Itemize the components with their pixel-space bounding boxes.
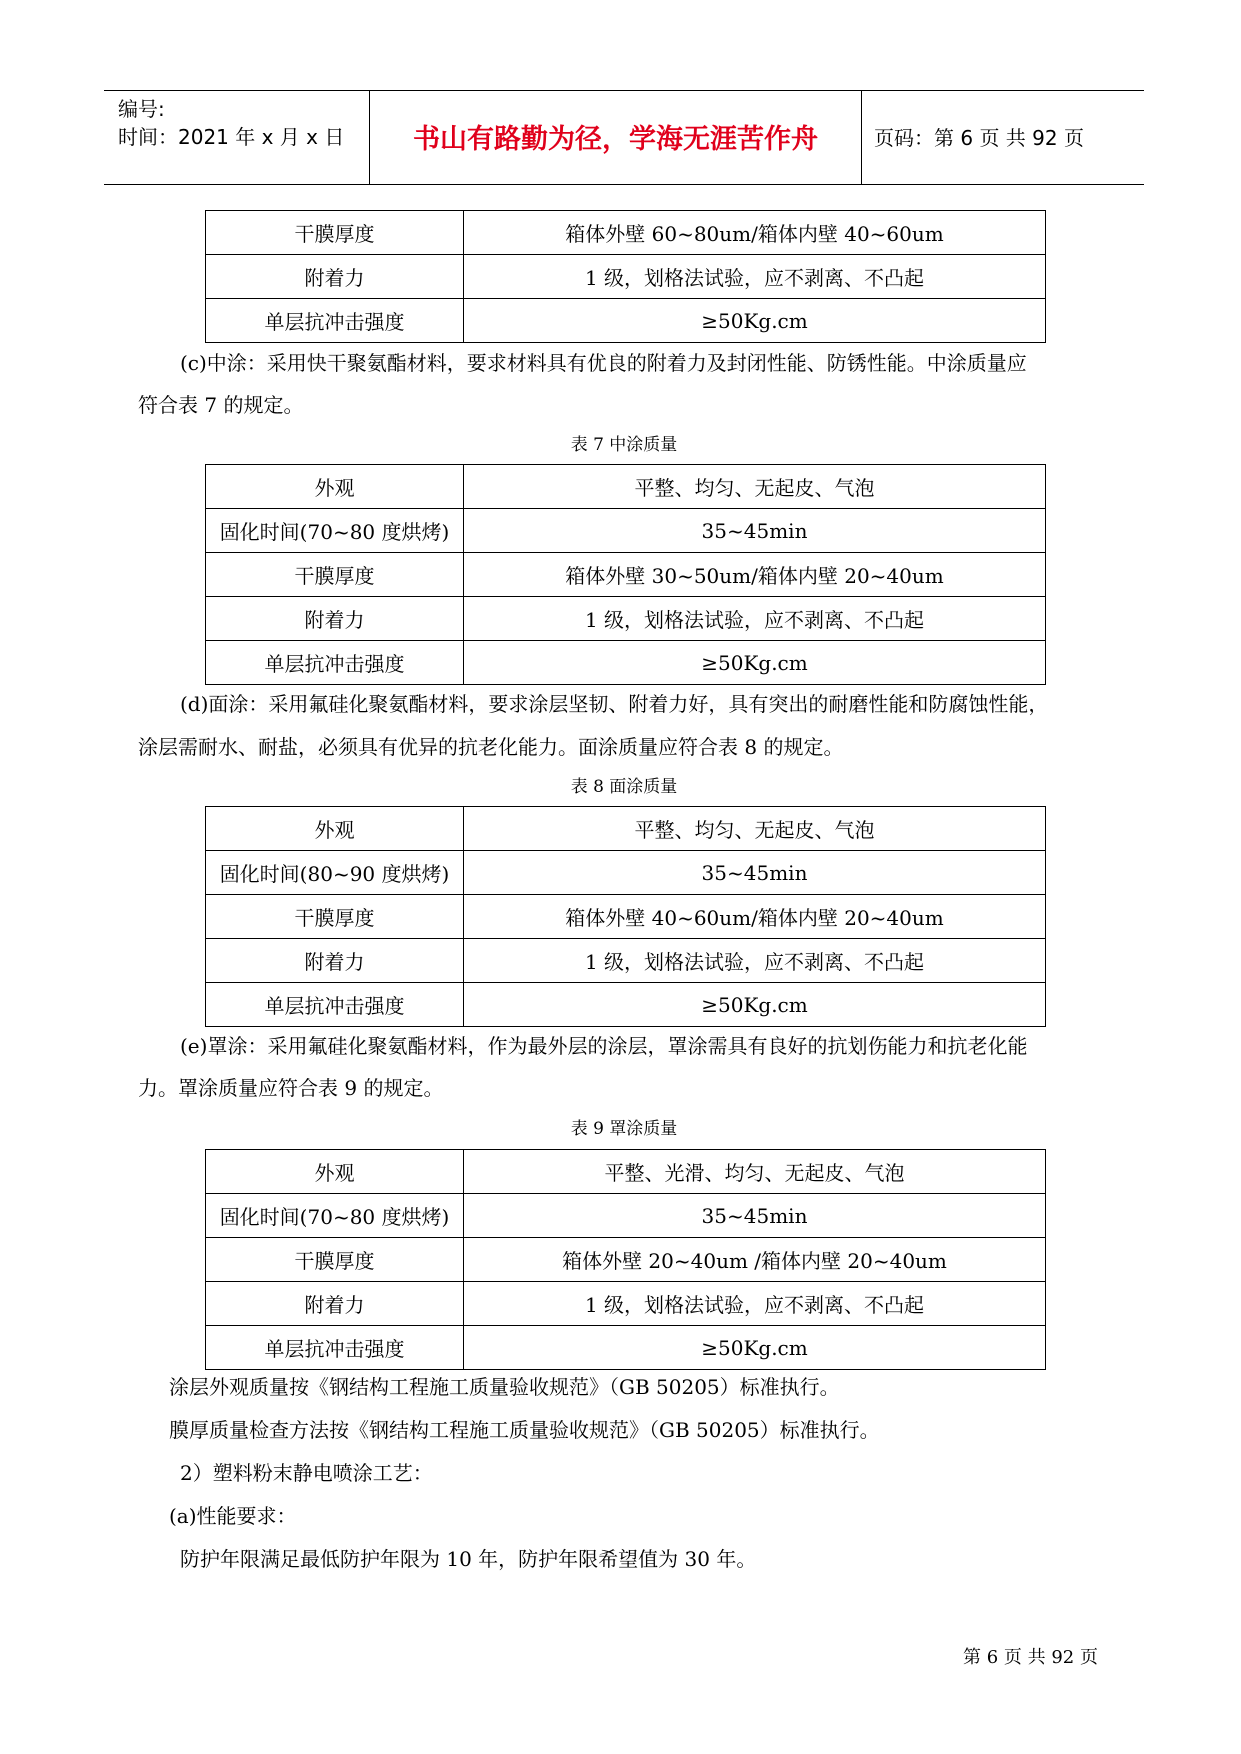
table-9 (205, 1149, 1046, 1370)
table-row (206, 1194, 1046, 1238)
closing-paragraph-protection: 防护年限满足最低防护年限为 10 年，防护年限希望值为 30 年。 (180, 1547, 757, 1571)
header-motto: 书山有路勤为径，学海无涯苦作舟 (413, 124, 818, 155)
table-row (206, 895, 1046, 939)
serial-number-label: 编号: (118, 97, 165, 121)
table-row (206, 211, 1046, 255)
table-key-cell: 单层抗冲击强度 (206, 299, 464, 343)
table-row (206, 465, 1046, 509)
paragraph-e-line-1: (e)罩涂：采用氟硅化聚氨酯材料，作为最外层的涂层，罩涂需具有良好的抗划伤能力和抗老化能 (180, 1034, 1028, 1058)
table-key-cell: 外观 (206, 465, 464, 509)
page-header (104, 90, 1144, 185)
table-value-cell: ≥50Kg.cm (464, 299, 1046, 343)
table-row (206, 983, 1046, 1027)
table-row (206, 641, 1046, 685)
paragraph-d-line-1: (d)面涂：采用氟硅化聚氨酯材料，要求涂层坚韧、附着力好，具有突出的耐磨性能和防腐蚀性能， (180, 692, 1049, 716)
table-key-cell: 单层抗冲击强度 (206, 983, 464, 1027)
table-value-cell: 箱体外壁 20~40um /箱体内壁 20~40um (464, 1238, 1046, 1282)
table-row (206, 807, 1046, 851)
table-value-cell: ≥50Kg.cm (464, 1326, 1046, 1370)
paragraph-c-line-2: 符合表 7 的规定。 (138, 393, 304, 417)
date-label: 时间：2021 年 x 月 x 日 (118, 125, 345, 149)
table-key-cell: 固化时间(70~80 度烘烤) (206, 1194, 464, 1238)
table-value-cell: 1 级，划格法试验，应不剥离、不凸起 (464, 597, 1046, 641)
section-heading-powder-coating: 2）塑料粉末静电喷涂工艺： (180, 1461, 433, 1485)
table-value-cell: ≥50Kg.cm (464, 983, 1046, 1027)
page-footer: 第 6 页 共 92 页 (963, 1647, 1098, 1668)
table-value-cell: 箱体外壁 60~80um/箱体内壁 40~60um (464, 211, 1046, 255)
closing-paragraph-2: 膜厚质量检查方法按《钢结构工程施工质量验收规范》（GB 50205）标准执行。 (169, 1418, 880, 1442)
table-value-cell: 35~45min (464, 509, 1046, 553)
table-row (206, 1150, 1046, 1194)
table-key-cell: 单层抗冲击强度 (206, 1326, 464, 1370)
table-value-cell: 35~45min (464, 851, 1046, 895)
header-meta (118, 91, 368, 184)
table-row (206, 939, 1046, 983)
spec-table-continued (205, 210, 1046, 343)
table-9-caption: 表 9 罩涂质量 (570, 1119, 678, 1139)
table-8-caption: 表 8 面涂质量 (570, 777, 678, 797)
paragraph-e-line-2: 力。罩涂质量应符合表 9 的规定。 (138, 1076, 444, 1100)
table-key-cell: 固化时间(80~90 度烘烤) (206, 851, 464, 895)
table-row (206, 597, 1046, 641)
table-value-cell: 箱体外壁 30~50um/箱体内壁 20~40um (464, 553, 1046, 597)
table-key-cell: 干膜厚度 (206, 1238, 464, 1282)
table-value-cell: 1 级，划格法试验，应不剥离、不凸起 (464, 255, 1046, 299)
paragraph-c-line-1: (c)中涂：采用快干聚氨酯材料，要求材料具有优良的附着力及封闭性能、防锈性能。中涂质量应 (180, 351, 1027, 375)
table-key-cell: 固化时间(70~80 度烘烤) (206, 509, 464, 553)
closing-paragraph-1: 涂层外观质量按《钢结构工程施工质量验收规范》（GB 50205）标准执行。 (169, 1375, 840, 1399)
paragraph-d-line-2: 涂层需耐水、耐盐，必须具有优异的抗老化能力。面涂质量应符合表 8 的规定。 (138, 735, 844, 759)
table-value-cell: 35~45min (464, 1194, 1046, 1238)
table-value-cell: 1 级，划格法试验，应不剥离、不凸起 (464, 939, 1046, 983)
header-page-code: 页码：第 6 页 共 92 页 (874, 126, 1084, 150)
table-key-cell: 干膜厚度 (206, 211, 464, 255)
table-value-cell: 箱体外壁 40~60um/箱体内壁 20~40um (464, 895, 1046, 939)
table-row (206, 851, 1046, 895)
table-value-cell: 平整、光滑、均匀、无起皮、气泡 (464, 1150, 1046, 1194)
table-key-cell: 附着力 (206, 1282, 464, 1326)
table-row (206, 553, 1046, 597)
table-7-caption: 表 7 中涂质量 (570, 435, 678, 455)
table-row (206, 1238, 1046, 1282)
table-value-cell: 1 级，划格法试验，应不剥离、不凸起 (464, 1282, 1046, 1326)
table-row (206, 255, 1046, 299)
table-7 (205, 464, 1046, 685)
table-row (206, 299, 1046, 343)
table-key-cell: 附着力 (206, 597, 464, 641)
header-divider (861, 91, 862, 184)
table-row (206, 1326, 1046, 1370)
table-key-cell: 单层抗冲击强度 (206, 641, 464, 685)
table-value-cell: 平整、均匀、无起皮、气泡 (464, 465, 1046, 509)
subsection-heading-performance: (a)性能要求： (169, 1504, 297, 1528)
table-value-cell: 平整、均匀、无起皮、气泡 (464, 807, 1046, 851)
table-value-cell: ≥50Kg.cm (464, 641, 1046, 685)
table-8 (205, 806, 1046, 1027)
table-key-cell: 外观 (206, 1150, 464, 1194)
table-row (206, 1282, 1046, 1326)
table-key-cell: 附着力 (206, 939, 464, 983)
table-key-cell: 附着力 (206, 255, 464, 299)
table-key-cell: 干膜厚度 (206, 553, 464, 597)
table-key-cell: 干膜厚度 (206, 895, 464, 939)
table-key-cell: 外观 (206, 807, 464, 851)
table-row (206, 509, 1046, 553)
